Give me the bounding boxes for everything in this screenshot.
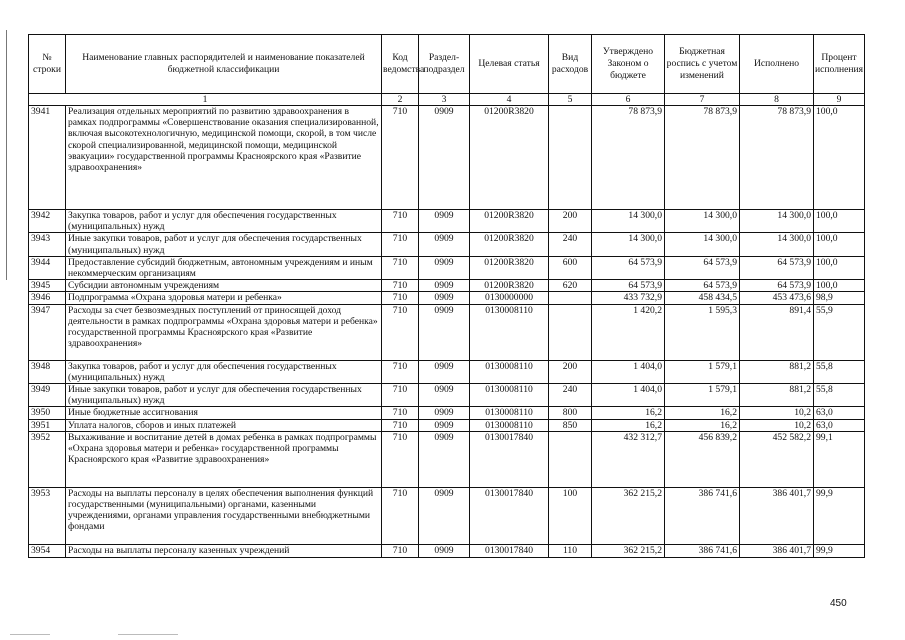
row-number: 3952	[29, 431, 66, 487]
table-row	[29, 256, 865, 279]
row-roster: 78 873,9	[665, 106, 740, 210]
budget-table	[28, 34, 865, 558]
row-section: 0909	[419, 360, 470, 383]
table-row	[29, 487, 865, 544]
table-body	[29, 94, 865, 558]
row-name: Иные закупки товаров, работ и услуг для обеспечения государственных (муниципальных) нужд	[66, 384, 382, 407]
row-percent: 55,8	[814, 384, 865, 407]
row-code: 710	[382, 280, 419, 292]
row-executed: 78 873,9	[740, 106, 814, 210]
column-number: 5	[549, 94, 592, 106]
row-number: 3954	[29, 544, 66, 557]
header-approved: Утверждено Законом о бюджете	[592, 35, 665, 94]
row-name: Расходы на выплаты персоналу в целях обеспечения выполнения функций государственными (муниципальными) органами, казенными учреждениями, органами управления государственными внебюджетными фондами	[66, 487, 382, 544]
row-article: 01200R3820	[470, 256, 549, 279]
row-section: 0909	[419, 106, 470, 210]
header-kind: Вид расходов	[549, 35, 592, 94]
row-executed: 452 582,2	[740, 431, 814, 487]
row-kind: 200	[549, 360, 592, 383]
row-approved: 78 873,9	[592, 106, 665, 210]
row-percent: 100,0	[814, 233, 865, 256]
row-percent: 55,9	[814, 304, 865, 360]
row-number: 3942	[29, 210, 66, 233]
row-code: 710	[382, 360, 419, 383]
header-article: Целевая статья	[470, 35, 549, 94]
row-percent: 63,0	[814, 419, 865, 431]
row-approved: 16,2	[592, 419, 665, 431]
row-executed: 881,2	[740, 384, 814, 407]
row-executed: 891,4	[740, 304, 814, 360]
row-section: 0909	[419, 256, 470, 279]
row-section: 0909	[419, 233, 470, 256]
row-percent: 100,0	[814, 210, 865, 233]
row-roster: 456 839,2	[665, 431, 740, 487]
row-code: 710	[382, 544, 419, 557]
header-section: Раздел-подраздел	[419, 35, 470, 94]
row-executed: 881,2	[740, 360, 814, 383]
row-percent: 63,0	[814, 407, 865, 419]
row-number: 3949	[29, 384, 66, 407]
row-section: 0909	[419, 384, 470, 407]
row-percent: 55,8	[814, 360, 865, 383]
row-article: 0130017840	[470, 431, 549, 487]
row-number: 3951	[29, 419, 66, 431]
row-executed: 386 401,7	[740, 487, 814, 544]
row-executed: 10,2	[740, 419, 814, 431]
row-kind	[549, 304, 592, 360]
row-name: Закупка товаров, работ и услуг для обеспечения государственных (муниципальных) нужд	[66, 360, 382, 383]
row-approved: 1 404,0	[592, 384, 665, 407]
row-code: 710	[382, 210, 419, 233]
column-number: 4	[470, 94, 549, 106]
row-executed: 64 573,9	[740, 256, 814, 279]
row-number: 3944	[29, 256, 66, 279]
scan-bottom-marks	[0, 634, 905, 635]
table-row	[29, 304, 865, 360]
header-row-no: № строки	[29, 35, 66, 94]
row-percent: 99,1	[814, 431, 865, 487]
row-number: 3950	[29, 407, 66, 419]
header-executed: Исполнено	[740, 35, 814, 94]
table-row	[29, 360, 865, 383]
table-row	[29, 106, 865, 210]
row-code: 710	[382, 407, 419, 419]
row-code: 710	[382, 106, 419, 210]
table-row	[29, 280, 865, 292]
row-number: 3941	[29, 106, 66, 210]
column-number: 1	[29, 94, 382, 106]
row-roster: 386 741,6	[665, 487, 740, 544]
row-kind	[549, 292, 592, 304]
row-kind	[549, 106, 592, 210]
row-article: 0130008110	[470, 407, 549, 419]
row-code: 710	[382, 304, 419, 360]
table-row	[29, 384, 865, 407]
table-row	[29, 233, 865, 256]
row-roster: 16,2	[665, 407, 740, 419]
row-name: Расходы на выплаты персоналу казенных учреждений	[66, 544, 382, 557]
column-number: 9	[814, 94, 865, 106]
row-code: 710	[382, 487, 419, 544]
page-number: 450	[830, 598, 847, 609]
row-percent: 100,0	[814, 106, 865, 210]
row-name: Иные закупки товаров, работ и услуг для обеспечения государственных (муниципальных) нужд	[66, 233, 382, 256]
row-percent: 99,9	[814, 487, 865, 544]
row-name: Уплата налогов, сборов и иных платежей	[66, 419, 382, 431]
table-row	[29, 419, 865, 431]
row-approved: 362 215,2	[592, 487, 665, 544]
row-kind: 240	[549, 233, 592, 256]
row-kind	[549, 431, 592, 487]
row-number: 3945	[29, 280, 66, 292]
row-article: 01200R3820	[470, 233, 549, 256]
row-roster: 458 434,5	[665, 292, 740, 304]
row-kind: 200	[549, 210, 592, 233]
row-article: 0130000000	[470, 292, 549, 304]
row-section: 0909	[419, 431, 470, 487]
row-approved: 433 732,9	[592, 292, 665, 304]
column-number: 6	[592, 94, 665, 106]
row-article: 0130008110	[470, 384, 549, 407]
row-section: 0909	[419, 280, 470, 292]
row-approved: 14 300,0	[592, 210, 665, 233]
row-name: Подпрограмма «Охрана здоровья матери и ребенка»	[66, 292, 382, 304]
row-percent: 98,9	[814, 292, 865, 304]
row-approved: 1 404,0	[592, 360, 665, 383]
row-article: 0130008110	[470, 419, 549, 431]
row-section: 0909	[419, 304, 470, 360]
row-executed: 386 401,7	[740, 544, 814, 557]
table-row	[29, 210, 865, 233]
column-number-row	[29, 94, 865, 106]
row-kind: 100	[549, 487, 592, 544]
row-percent: 100,0	[814, 256, 865, 279]
header-name: Наименование главных распорядителей и наименование показателей бюджетной классификации	[66, 35, 382, 94]
row-executed: 453 473,6	[740, 292, 814, 304]
row-number: 3946	[29, 292, 66, 304]
budget-table-sheet	[28, 34, 864, 558]
row-section: 0909	[419, 419, 470, 431]
row-roster: 386 741,6	[665, 544, 740, 557]
row-name: Реализация отдельных мероприятий по развитию здравоохранения в рамках подпрограммы «Совершенствование оказания специализированной, включая высокотехнологичную, медицинской помощи, скорой, в том числе скорой специализированной, медицинской помощи, медицинской эвакуации» государственной программы Красноярского края «Развитие здравоохранения»	[66, 106, 382, 210]
row-number: 3947	[29, 304, 66, 360]
row-executed: 10,2	[740, 407, 814, 419]
row-section: 0909	[419, 210, 470, 233]
row-roster: 14 300,0	[665, 210, 740, 233]
row-approved: 16,2	[592, 407, 665, 419]
row-approved: 64 573,9	[592, 256, 665, 279]
row-article: 01200R3820	[470, 106, 549, 210]
row-approved: 362 215,2	[592, 544, 665, 557]
header-code: Код ведомства	[382, 35, 419, 94]
row-code: 710	[382, 384, 419, 407]
table-header	[29, 35, 865, 94]
row-executed: 14 300,0	[740, 210, 814, 233]
row-percent: 99,9	[814, 544, 865, 557]
row-roster: 16,2	[665, 419, 740, 431]
row-roster: 14 300,0	[665, 233, 740, 256]
column-number: 7	[665, 94, 740, 106]
row-code: 710	[382, 419, 419, 431]
row-kind: 240	[549, 384, 592, 407]
row-kind: 600	[549, 256, 592, 279]
row-number: 3943	[29, 233, 66, 256]
row-name: Закупка товаров, работ и услуг для обеспечения государственных (муниципальных) нужд	[66, 210, 382, 233]
row-number: 3953	[29, 487, 66, 544]
row-executed: 64 573,9	[740, 280, 814, 292]
row-approved: 1 420,2	[592, 304, 665, 360]
row-kind: 850	[549, 419, 592, 431]
row-percent: 100,0	[814, 280, 865, 292]
row-code: 710	[382, 233, 419, 256]
row-approved: 64 573,9	[592, 280, 665, 292]
table-row	[29, 407, 865, 419]
row-code: 710	[382, 431, 419, 487]
row-kind: 620	[549, 280, 592, 292]
row-article: 0130008110	[470, 304, 549, 360]
header-percent: Процент исполнения	[814, 35, 865, 94]
row-section: 0909	[419, 292, 470, 304]
table-row	[29, 544, 865, 557]
row-article: 0130017840	[470, 544, 549, 557]
column-number: 3	[419, 94, 470, 106]
scan-edge-line	[6, 30, 7, 280]
row-kind: 110	[549, 544, 592, 557]
row-code: 710	[382, 256, 419, 279]
row-section: 0909	[419, 487, 470, 544]
row-roster: 1 579,1	[665, 384, 740, 407]
row-roster: 64 573,9	[665, 256, 740, 279]
header-roster: Бюджетная роспись с учетом изменений	[665, 35, 740, 94]
row-article: 0130008110	[470, 360, 549, 383]
row-name: Выхаживание и воспитание детей в домах ребенка в рамках подпрограммы «Охрана здоровья матери и ребенка» государственной программы Красноярского края «Развитие здравоохранения»	[66, 431, 382, 487]
row-section: 0909	[419, 407, 470, 419]
row-name: Субсидии автономным учреждениям	[66, 280, 382, 292]
table-row	[29, 292, 865, 304]
row-name: Иные бюджетные ассигнования	[66, 407, 382, 419]
column-number: 8	[740, 94, 814, 106]
row-approved: 432 312,7	[592, 431, 665, 487]
row-article: 01200R3820	[470, 210, 549, 233]
row-article: 0130017840	[470, 487, 549, 544]
row-approved: 14 300,0	[592, 233, 665, 256]
row-name: Предоставление субсидий бюджетным, автономным учреждениям и иным некоммерческим организациям	[66, 256, 382, 279]
row-number: 3948	[29, 360, 66, 383]
row-roster: 1 579,1	[665, 360, 740, 383]
table-row	[29, 431, 865, 487]
column-number: 2	[382, 94, 419, 106]
row-code: 710	[382, 292, 419, 304]
row-roster: 1 595,3	[665, 304, 740, 360]
row-section: 0909	[419, 544, 470, 557]
row-kind: 800	[549, 407, 592, 419]
row-executed: 14 300,0	[740, 233, 814, 256]
row-article: 01200R3820	[470, 280, 549, 292]
row-name: Расходы за счет безвозмездных поступлений от приносящей доход деятельности в рамках подпрограммы «Охрана здоровья матери и ребенка» государственной программы Красноярского края «Развитие здравоохранения»	[66, 304, 382, 360]
row-roster: 64 573,9	[665, 280, 740, 292]
